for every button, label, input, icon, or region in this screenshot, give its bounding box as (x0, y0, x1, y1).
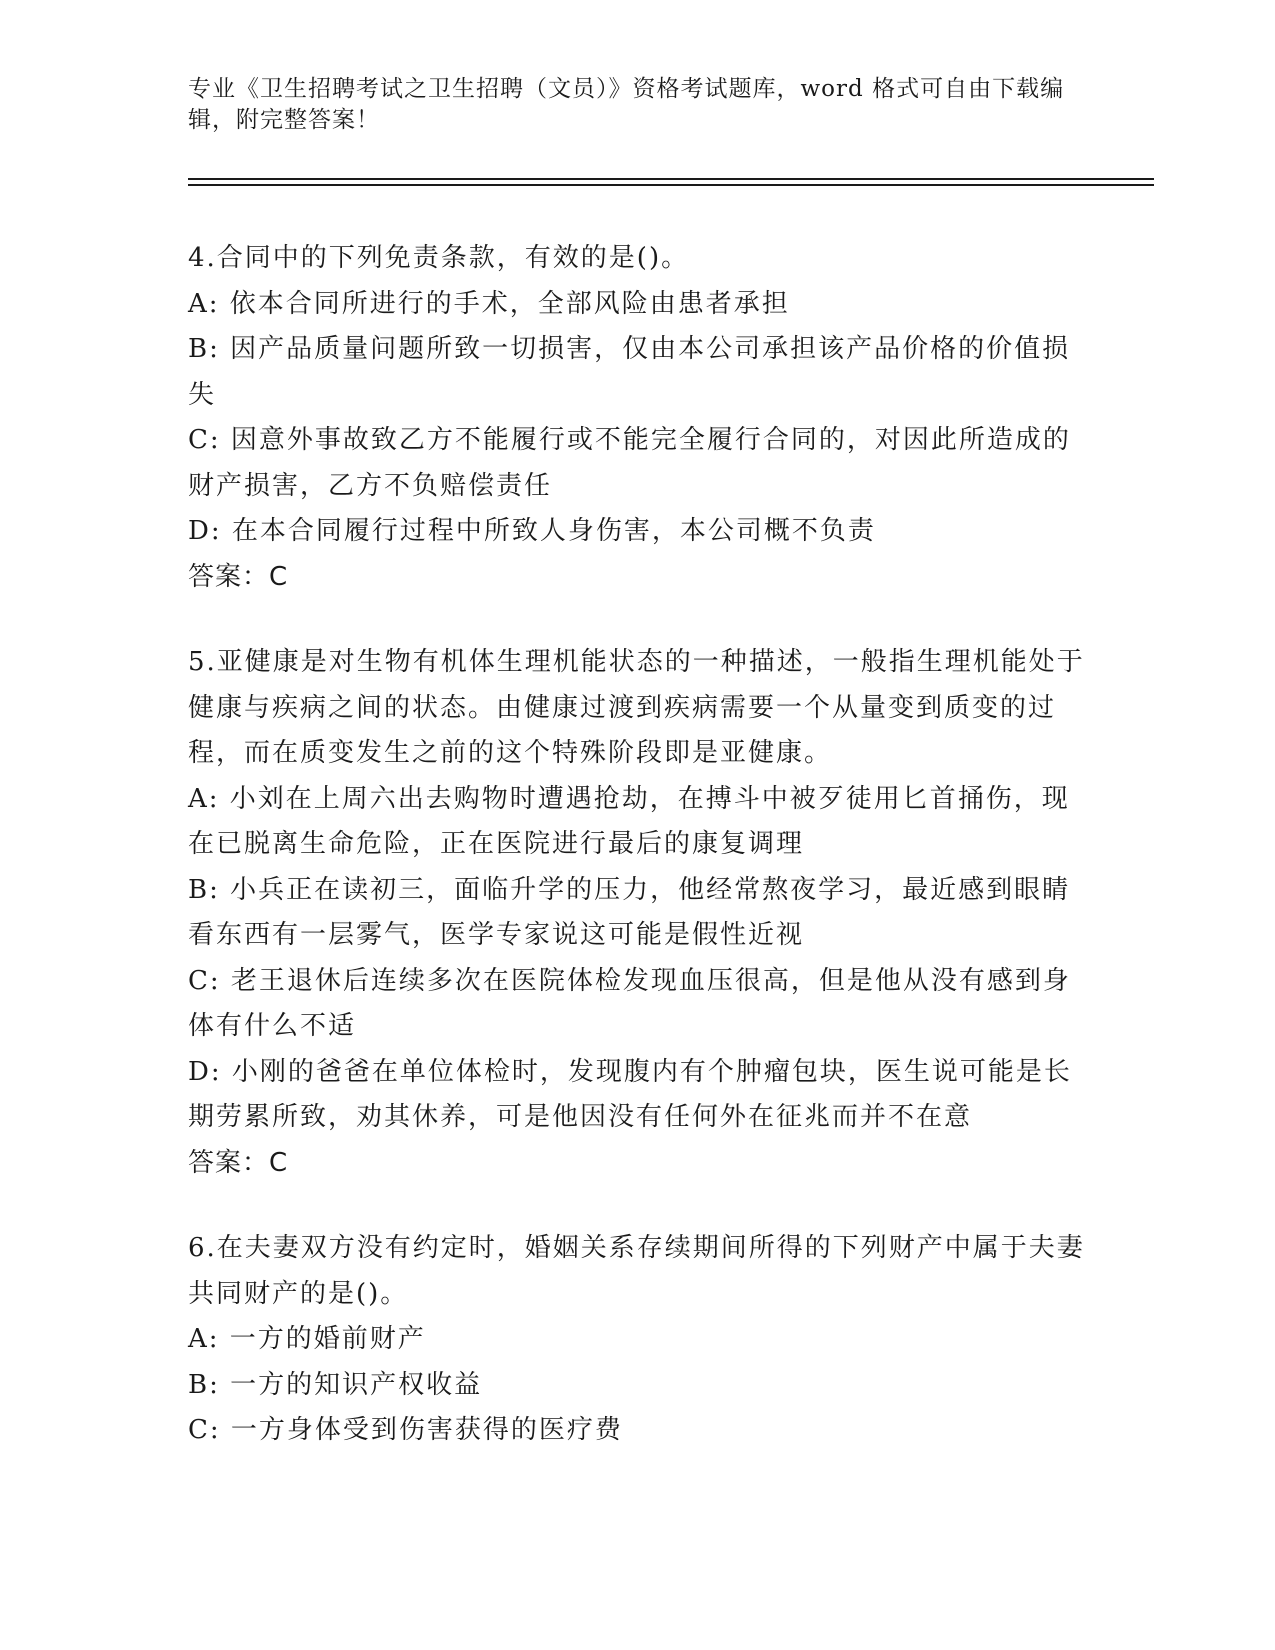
header-divider-top (188, 178, 1154, 180)
header-divider-bottom (188, 184, 1154, 186)
question-4 (188, 236, 1088, 600)
option-b: B: 一方的知识产权收益 (188, 1369, 483, 1400)
option-d: D: 小刚的爸爸在单位体检时，发现腹内有个肿瘤包块，医生说可能是长期劳累所致，劝其休养，可是他因没有任何外在征兆而并不在意 (188, 1056, 1072, 1132)
question-5 (188, 640, 1088, 1186)
document-intro (188, 74, 1068, 136)
option-d: D: 在本合同履行过程中所致人身伤害，本公司概不负责 (188, 516, 876, 546)
question-stem: 5.亚健康是对生物有机体生理机能状态的一种描述，一般指生理机能处于健康与疾病之间的状态。由健康过渡到疾病需要一个从量变到质变的过程，而在质变发生之前的这个特殊阶段即是亚健康。 (188, 647, 1085, 768)
question-stem: 6.在夫妻双方没有约定时，婚姻关系存续期间所得的下列财产中属于夫妻共同财产的是()。 (188, 1233, 1085, 1309)
question-6 (188, 1226, 1088, 1454)
intro-text: 专业《卫生招聘考试之卫生招聘（文员）》资格考试题库，word 格式可自由下载编辑，附完整答案！ (188, 76, 1065, 133)
option-a: A: 小刘在上周六出去购物时遭遇抢劫，在搏斗中被歹徒用匕首捅伤，现在已脱离生命危险，正在医院进行最后的康复调理 (188, 783, 1070, 859)
option-a: A: 一方的婚前财产 (188, 1324, 426, 1354)
question-stem: 4.合同中的下列免责条款，有效的是()。 (188, 243, 690, 273)
answer-line: 答案：C (188, 1147, 289, 1178)
option-c: C: 一方身体受到伤害获得的医疗费 (188, 1415, 623, 1445)
option-c: C: 老王退休后连续多次在医院体检发现血压很高，但是他从没有感到身体有什么不适 (188, 965, 1071, 1041)
question-list (188, 236, 1088, 1494)
option-b: B: 小兵正在读初三，面临升学的压力，他经常熬夜学习，最近感到眼睛看东西有一层雾气，医学专家说这可能是假性近视 (188, 874, 1071, 950)
option-a: A: 依本合同所进行的手术，全部风险由患者承担 (188, 288, 790, 319)
option-c: C: 因意外事故致乙方不能履行或不能完全履行合同的，对因此所造成的财产损害，乙方不负赔偿责任 (188, 425, 1071, 501)
answer-line: 答案：C (188, 561, 289, 592)
option-b: B: 因产品质量问题所致一切损害，仅由本公司承担该产品价格的价值损失 (188, 334, 1071, 410)
